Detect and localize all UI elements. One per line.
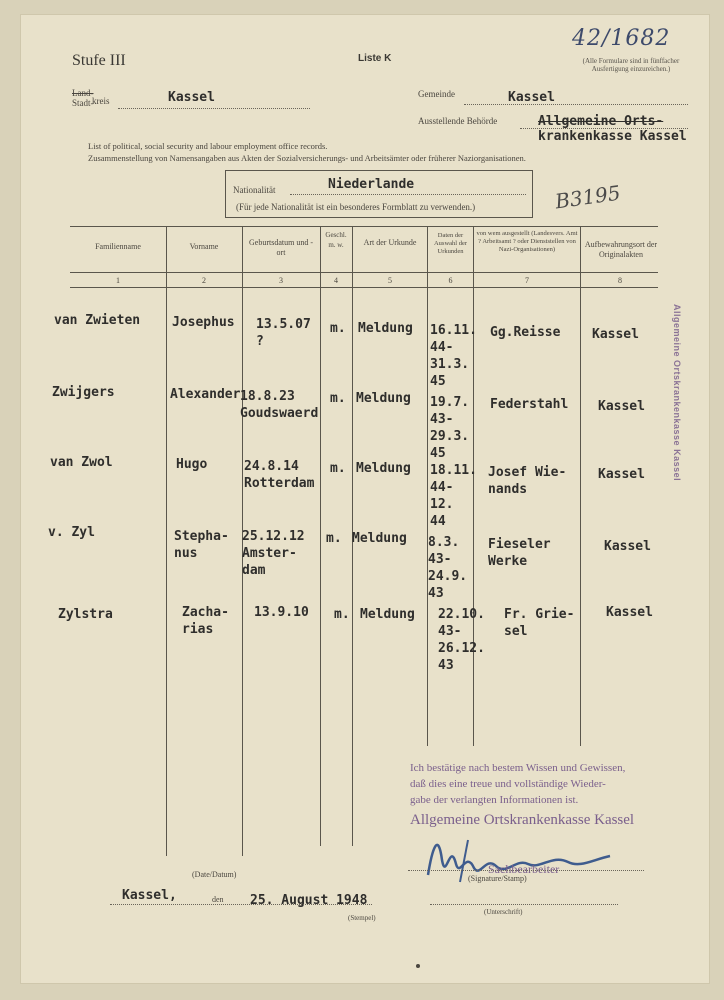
cell-von-wem: Federstahl [490,397,569,412]
col-number: 4 [334,276,338,285]
col-number: 8 [618,276,622,285]
col-header-familienname: Familienname [95,242,141,251]
nationality-note: (Für jede Nationalität ist ein besonderes Formblatt zu verwenden.) [236,202,476,212]
col-number: 7 [525,276,529,285]
issuer-stamp: Allgemeine Ortskrankenkasse Kassel [410,812,635,828]
archive-reference: 42/1682 [572,26,671,51]
date-line [110,904,372,905]
cell-vorname: Alexander [170,387,241,402]
cell-vorname: Zacha- rias [182,605,229,637]
column-divider [320,226,321,846]
col-number: 5 [388,276,392,285]
col-header-geburtsdatum: Geburtsdatum und -ort [249,238,313,257]
cell-vorname: Stepha- nus [174,529,229,561]
cell-daten: 16.11. 44- 31.3. 45 [430,323,477,389]
col-header-daten: Daten der Auswahl der Urkunden [433,232,468,255]
col-number: 6 [448,276,453,285]
gemeinde-value: Kassel [508,90,555,105]
cell-daten: 22.10. 43- 26.12. 43 [438,607,485,673]
intro-english: List of political, social security and labour employment office records. [88,141,328,151]
behoerde-label: Ausstellende Behörde [418,116,498,126]
unterschrift-label: (Unterschrift) [484,908,523,916]
cell-aufbewahrungsort: Kassel [592,327,639,342]
cell-vorname: Josephus [172,315,235,330]
cell-familienname: Zylstra [58,607,113,622]
cell-familienname: van Zwieten [54,313,141,328]
table-numbers-divider [70,287,658,288]
cell-geburt: 13.9.10 [254,605,309,620]
den-label: den [212,895,224,904]
cell-geschlecht: m. [330,321,346,336]
signature-line [408,870,644,871]
nationality-line [290,194,526,195]
cell-aufbewahrungsort: Kassel [598,399,645,414]
cell-geburt: 13.5.07 ? [256,317,311,349]
cell-daten: 18.11. 44- 12. 44 [430,463,477,529]
intro-german: Zusammenstellung von Namensangaben aus Akten der Sozialversicherungs- und Arbeitsämter oder früherer Naziorganisationen. [88,153,526,163]
col-number: 1 [116,276,120,285]
cell-von-wem: Fr. Grie- sel [504,607,575,639]
cell-geschlecht: m. [330,461,346,476]
cell-art: Meldung [358,321,413,336]
cell-geburt: 18.8.23 Goudswaerd [240,389,319,421]
column-divider [427,226,428,746]
behoerde-value-2: krankenkasse Kassel [538,129,687,144]
kreis-label: kreis [92,96,110,106]
col-header-geschlecht: Geschl. m. w. [325,231,347,249]
behoerde-line [520,128,688,129]
cell-art: Meldung [356,461,411,476]
col-header-von-wem: von wem ausgestellt (Landesvers. Amt ? Arbeitsamt ? oder Dienststellen von Nazi-Organisationen) [476,230,578,253]
date-value: 25. August 1948 [250,893,368,908]
cell-geburt: 24.8.14 Rotterdam [244,459,315,491]
cell-art: Meldung [360,607,415,622]
date-label: (Date/Datum) [192,870,237,879]
cell-von-wem: Fieseler Werke [488,537,551,569]
col-header-vorname: Vorname [189,242,219,251]
cell-aufbewahrungsort: Kassel [606,605,653,620]
pencil-note: B3195 [553,180,622,214]
cell-von-wem: Gg.Reisse [490,325,561,340]
col-header-aufbewahrungsort: Aufbewahrungsort der Originalakten [584,240,658,259]
cell-daten: 19.7. 43- 29.3. 45 [430,395,470,461]
gemeinde-label: Gemeinde [418,89,455,99]
col-number: 2 [202,276,206,285]
column-divider [166,226,167,856]
land-stadt-label: Land- Stadt- [72,88,94,108]
unterschrift-line [430,904,618,905]
cell-familienname: v. Zyl [48,525,95,540]
stufe-label: Stufe III [72,52,126,69]
cell-familienname: Zwijgers [52,385,115,400]
sachbearbeiter-label: Sachbearbeiter [488,862,560,876]
cell-aufbewahrungsort: Kassel [598,467,645,482]
kreis-line [118,108,310,109]
signature-label: (Signature/Stamp) [468,874,527,883]
cell-vorname: Hugo [176,457,208,472]
cell-geschlecht: m. [330,391,346,406]
cell-art: Meldung [356,391,411,406]
nationality-label: Nationalität [233,185,276,195]
punch-hole [416,964,420,968]
confirmation-text: Ich bestätige nach bestem Wissen und Gewissen, daß dies eine treue und vollständige Wieder- gabe der verlangten Informationen ist. [410,762,626,806]
table-header-divider [70,272,658,273]
liste-label: Liste K [358,53,392,64]
cell-art: Meldung [352,531,407,546]
nationality-value: Niederlande [328,177,415,192]
cell-familienname: van Zwol [50,455,113,470]
gemeinde-line [464,104,688,105]
cell-geburt: 25.12.12 Amster- dam [242,529,305,578]
stempel-label: (Stempel) [348,914,376,922]
cell-aufbewahrungsort: Kassel [604,539,651,554]
cell-daten: 8.3. 43- 24.9. 43 [428,535,468,601]
cell-geschlecht: m. [334,607,350,622]
cell-geschlecht: m. [326,531,342,546]
col-number: 3 [279,276,283,285]
cell-von-wem: Josef Wie- nands [488,465,567,497]
side-stamp: Allgemeine Ortskrankenkasse Kassel [672,304,682,482]
copies-note: (Alle Formulare sind in fünffacher Ausfertigung einzureichen.) [582,57,680,73]
behoerde-value-1: Allgemeine Orts- [538,114,664,129]
table-top-border [70,226,658,227]
kreis-value: Kassel [168,90,215,105]
column-divider [580,226,581,746]
place-value: Kassel, [122,888,177,903]
col-header-art: Art der Urkunde [363,238,417,247]
